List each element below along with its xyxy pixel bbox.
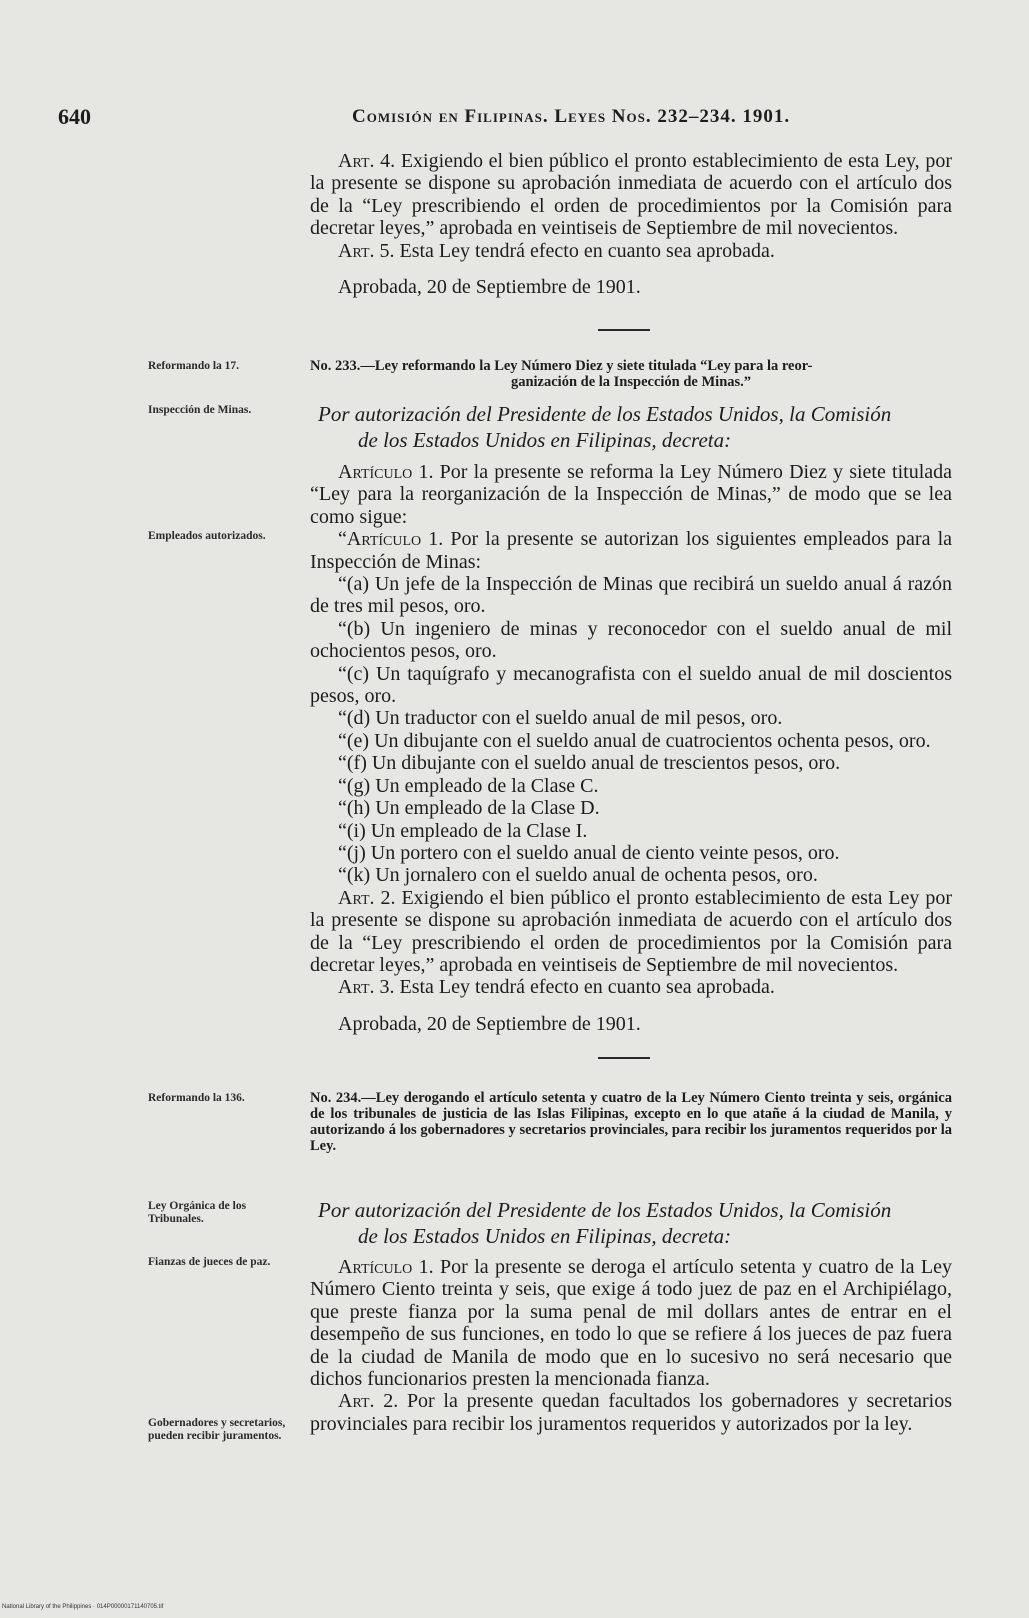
list-item (310, 864, 952, 886)
article-text: Por la presente se autorizan los siguientes empleados para la Inspección de Minas: (310, 528, 953, 573)
item-text: Un ingeniero de minas y reconocedor con el sueldo anual de mil ochocientos pesos, oro. (310, 617, 952, 663)
item-letter: “(a) (338, 573, 370, 596)
list-item (310, 820, 952, 842)
article-text: Exigiendo el bien público el pronto establecimiento de esta Ley por la presente se dispone su aprobación inmediata de acuerdo con el artículo dos de la “Ley prescribiendo el orden de procedimientos por la Comisión para decretar leyes,” aprobada en veintiseis de Septiembre de mil novecientos. (310, 886, 953, 976)
margin-note-inspeccion: Inspección de Minas. (148, 404, 252, 416)
article-5 (310, 240, 952, 262)
heading-line: ganización de la Inspección de Minas.” (510, 374, 752, 390)
item-letter: “(b) (338, 617, 371, 640)
article-3 (310, 976, 952, 998)
list-item (310, 752, 952, 774)
article-4 (310, 150, 952, 240)
approval-date: Aprobada, 20 de Septiembre de 1901. (338, 276, 641, 299)
item-letter: “(c) (338, 662, 370, 685)
margin-note-fianzas: Fianzas de jueces de paz. (148, 1256, 271, 1268)
list-item (310, 707, 952, 729)
list-item (310, 797, 952, 819)
item-text: Un dibujante con el sueldo anual de trescientos pesos, oro. (371, 752, 841, 775)
list-item (310, 730, 952, 752)
margin-note-ley-organica: Ley Orgánica de los Tribunales. (148, 1200, 247, 1225)
article-label: Artículo 1. (338, 461, 434, 483)
article-text: Por la presente se reforma la Ley Número Diez y siete titulada “Ley para la reorganización de la Inspección de Minas,” de modo que se lea como sigue: (310, 461, 953, 528)
item-letter: “(e) (338, 729, 370, 752)
heading-line: No. 233.—Ley reformando la Ley Número Diez y siete titulada “Ley para la reor- (310, 358, 813, 374)
list-item (310, 618, 952, 663)
employee-list (310, 573, 952, 887)
list-item (310, 573, 952, 618)
enact-line: de los Estados Unidos en Filipinas, decreta: (358, 428, 732, 452)
article-label: Art. 3. (338, 976, 395, 999)
enact-line: Por autorización del Presidente de los Estados Unidos, la Comisión (318, 402, 892, 426)
law-232-end (310, 150, 952, 298)
article-text: Exigiendo el bien público el pronto establecimiento de esta Ley, por la presente se dispone su aprobación inmediata de acuerdo con el artículo dos de la “Ley prescribiendo el orden de procedimientos por la Comisión para decretar leyes,” aprobada en veintiseis de Septiembre de mil novecientos. (310, 150, 952, 240)
law-233-heading (310, 358, 952, 390)
article-label: Art. 2. (338, 886, 396, 909)
law-234-heading: No. 234.—Ley derogando el artículo setenta y cuatro de la Ley Número Ciento treinta y seis, orgánica de los tribunales de justicia de las Islas Filipinas, excepto en lo que atañe á la ciudad de Manila, y autorizando á los gobernadores y secretarios provinciales, para recibir los juramentos requeridos por la Ley. (310, 1090, 952, 1154)
scan-footer: National Library of the Philippines · 014P00000171140705.tif (2, 1604, 164, 1610)
item-letter: “(d) (338, 707, 371, 730)
list-item (310, 775, 952, 797)
item-letter: “(f) (338, 752, 367, 775)
article-text: Esta Ley tendrá efecto en cuanto sea aprobada. (399, 239, 775, 262)
article-text: Esta Ley tendrá efecto en cuanto sea aprobada. (399, 976, 775, 999)
law-234-body (310, 1256, 952, 1435)
item-text: Un traductor con el sueldo anual de mil pesos, oro. (375, 707, 783, 730)
article-label: “Artículo 1. (338, 528, 444, 551)
law-233-body (310, 461, 952, 1035)
item-text: Un jefe de la Inspección de Minas que recibirá un sueldo anual á razón de tres mil pesos, oro. (310, 573, 952, 618)
item-text: Un jornalero con el sueldo anual de ochenta pesos, oro. (375, 864, 818, 887)
item-letter: “(i) (338, 819, 366, 842)
article-1 (310, 461, 952, 528)
running-title: Comisión en Filipinas. Leyes Nos. 232–234. 1901. (352, 106, 791, 127)
item-text: Un empleado de la Clase D. (375, 797, 600, 820)
article-label: Art. 4. (338, 150, 396, 172)
item-letter: “(k) (338, 864, 371, 887)
inner-article-1 (310, 528, 952, 573)
article-label: Art. 2. (338, 1390, 399, 1413)
page-number: 640 (58, 104, 91, 129)
item-text: Un empleado de la Clase I. (370, 819, 588, 842)
margin-note-empleados: Empleados autorizados. (148, 530, 266, 542)
article-text: Por la presente quedan facultados los gobernadores y secretarios provinciales para recibir los juramentos requeridos y autorizados por la ley. (310, 1390, 953, 1435)
section-divider (598, 329, 650, 331)
margin-note-reforma-17: Reformando la 17. (148, 360, 240, 372)
item-text: Un dibujante con el sueldo anual de cuatrocientos ochenta pesos, oro. (374, 729, 931, 752)
item-text: Un empleado de la Clase C. (375, 774, 599, 797)
article-text: Por la presente se deroga el artículo setenta y cuatro de la Ley Número Ciento treinta y seis, que exige á todo juez de paz en el Archipiélago, que preste fianza por la suma penal de mil dollars antes de entrar en el desempeño de sus funciones, en todo lo que se refiere á los jueces de paz fuera de la ciudad de Manila de modo que en lo sucesivo no será necesario que dichos funcionarios presten la mencionada fianza. (310, 1256, 953, 1391)
item-text: Un taquígrafo y mecanografista con el sueldo anual de mil doscientos pesos, oro. (310, 662, 953, 708)
item-letter: “(h) (338, 797, 371, 820)
approval-date: Aprobada, 20 de Septiembre de 1901. (338, 1012, 641, 1035)
margin-note-gobernadores: Gobernadores y secretarios, pueden recibir juramentos. (148, 1417, 286, 1442)
article-label: Art. 5. (338, 239, 395, 262)
item-text: Un portero con el sueldo anual de ciento veinte pesos, oro. (370, 841, 840, 864)
item-letter: “(j) (338, 841, 366, 864)
item-letter: “(g) (338, 774, 371, 797)
article-2 (310, 887, 952, 977)
article-2 (310, 1390, 952, 1435)
article-1 (310, 1256, 952, 1390)
enacting-clause (318, 401, 952, 453)
article-label: Artículo 1. (338, 1256, 434, 1278)
enact-line: Por autorización del Presidente de los Estados Unidos, la Comisión (318, 1198, 892, 1222)
margin-note-reforma-136: Reformando la 136. (148, 1092, 245, 1104)
section-divider (598, 1057, 650, 1059)
list-item (310, 842, 952, 864)
list-item (310, 663, 952, 708)
enacting-clause (318, 1197, 952, 1249)
enact-line: de los Estados Unidos en Filipinas, decreta: (358, 1224, 732, 1248)
